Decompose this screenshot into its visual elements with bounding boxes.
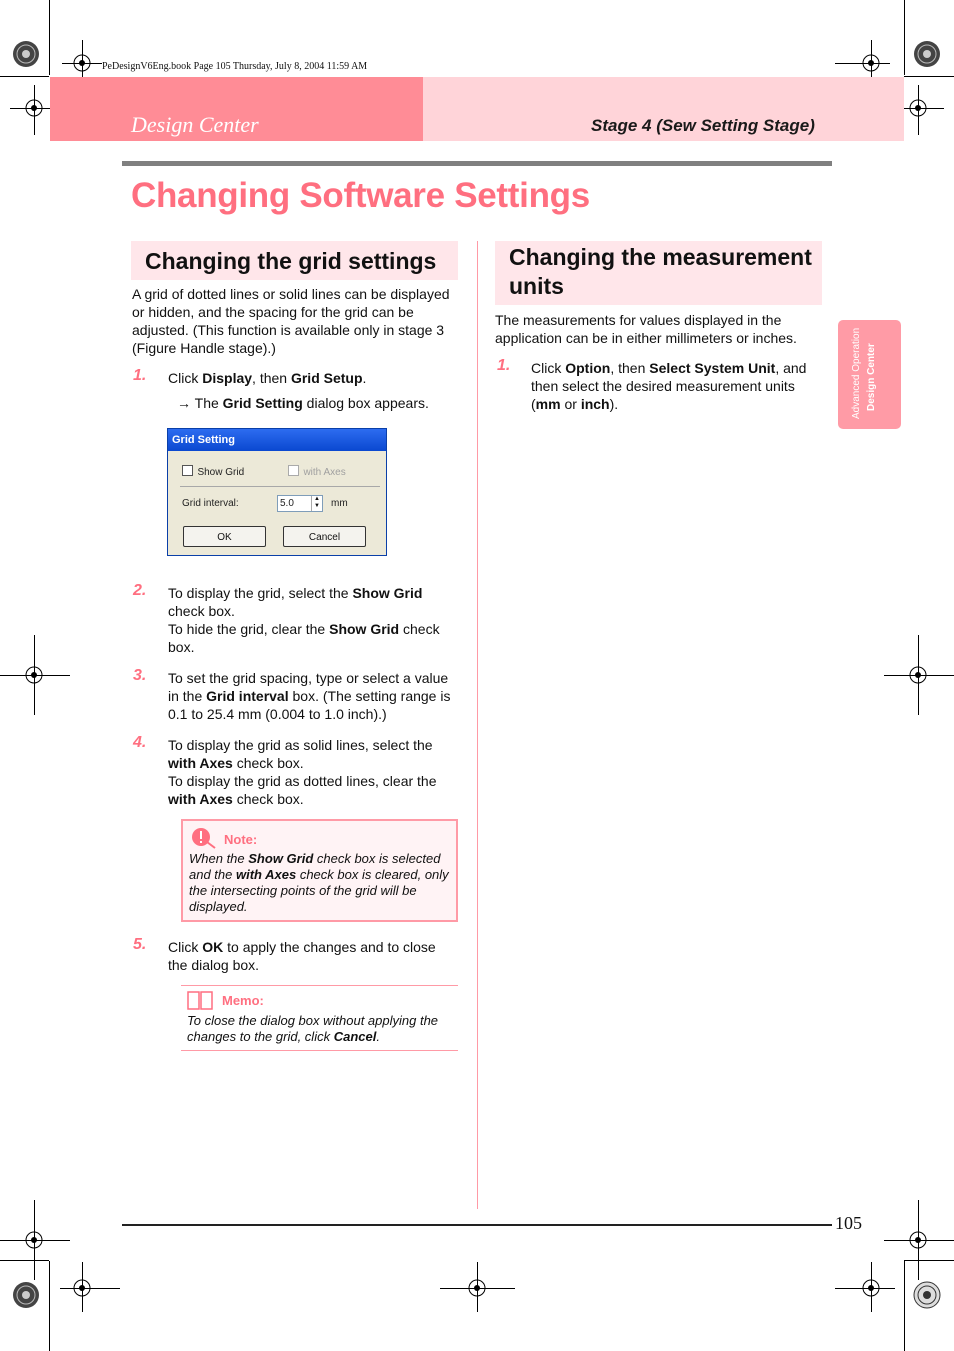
- grid-intro: A grid of dotted lines or solid lines can be displayed or hidden, and the spacing for the grid can be adjusted. (This function is available only in stage 3 (Figure Handle stage).): [132, 286, 450, 356]
- memo-label: Memo:: [222, 993, 264, 1008]
- memo-book-icon: [186, 989, 214, 1011]
- rosette-icon: [913, 40, 941, 68]
- checkbox-box[interactable]: [182, 465, 193, 476]
- note-text: When the Show Grid check box is selected and the with Axes check box is cleared, only the intersecting points of the grid will be displayed.: [189, 851, 449, 914]
- crosshair-icon: [906, 96, 930, 120]
- dialog-title: Grid Setting: [168, 429, 386, 451]
- page-title: Changing Software Settings: [131, 176, 590, 215]
- ok-button[interactable]: OK: [183, 526, 266, 547]
- step-number: 3.: [133, 667, 147, 684]
- crosshair-icon: [70, 51, 94, 75]
- memo-bottom-rule: [181, 1050, 458, 1051]
- step-number: 1.: [133, 367, 147, 384]
- crosshair-icon: [465, 1276, 489, 1300]
- units-intro: The measurements for values displayed in the application can be in either millimeters or inches.: [495, 312, 797, 346]
- note-box: [181, 819, 458, 922]
- crosshair-icon: [906, 1228, 930, 1252]
- file-header: PeDesignV6Eng.book Page 105 Thursday, July 8, 2004 11:59 AM: [102, 61, 368, 72]
- show-grid-checkbox[interactable]: [182, 462, 244, 480]
- crosshair-icon: [22, 1228, 46, 1252]
- side-tab-category: Advanced Operation: [851, 327, 862, 419]
- unit-label: mm: [331, 498, 348, 509]
- page-number: 105: [835, 1213, 862, 1233]
- header-chapter: Design Center: [131, 112, 259, 137]
- step-2-text: To display the grid, select the Show Grid check box. To hide the grid, clear the Show Grid check box.: [168, 585, 440, 655]
- section-heading-box: [131, 241, 458, 280]
- memo-top-rule: [181, 985, 458, 986]
- step-number: 1.: [497, 357, 511, 374]
- units-step-1-text: Click Option, then Select System Unit, and then select the desired measurement units (mm or inch).: [531, 360, 807, 412]
- grid-setting-dialog: [167, 428, 387, 556]
- memo-text: To close the dialog box without applying the changes to the grid, click Cancel.: [187, 1013, 439, 1044]
- section-title-grid: Changing the grid settings: [145, 248, 437, 274]
- step-5-text: Click OK to apply the changes and to close the dialog box.: [168, 939, 436, 973]
- step-number: 5.: [133, 936, 147, 953]
- side-tab-section: Design Center: [866, 343, 877, 411]
- crosshair-icon: [859, 1276, 883, 1300]
- show-grid-label: Show Grid: [197, 467, 245, 478]
- rosette-icon: [12, 1281, 40, 1309]
- step-3-text: To set the grid spacing, type or select a value in the Grid interval box. (The setting range is 0.1 to 25.4 mm (0.004 to 1.0 inch).): [168, 670, 451, 722]
- grid-interval-label: Grid interval:: [182, 498, 239, 509]
- rosette-icon: [913, 1281, 941, 1309]
- section-heading-box: [495, 241, 822, 305]
- crosshair-icon: [22, 96, 46, 120]
- spin-arrows-icon[interactable]: ▲ ▼: [311, 496, 322, 511]
- with-axes-label: with Axes: [303, 467, 346, 478]
- step-1-result: → The Grid Setting dialog box appears.: [177, 395, 429, 411]
- note-label: Note:: [224, 832, 258, 847]
- with-axes-checkbox[interactable]: [288, 462, 346, 480]
- title-rule: [122, 161, 832, 166]
- crosshair-icon: [22, 663, 46, 687]
- crosshair-icon: [859, 51, 883, 75]
- step-4-text: To display the grid as solid lines, select the with Axes check box. To display the grid as dotted lines, clear the with Axes check box.: [168, 737, 437, 807]
- crosshair-icon: [906, 663, 930, 687]
- grid-interval-value[interactable]: 5.0: [280, 498, 294, 509]
- step-number: 2.: [133, 582, 147, 599]
- column-divider: [477, 241, 478, 1209]
- crosshair-icon: [70, 1276, 94, 1300]
- cancel-button[interactable]: Cancel: [283, 526, 366, 547]
- rosette-icon: [12, 40, 40, 68]
- footer-rule: [122, 1224, 832, 1226]
- checkbox-box[interactable]: [288, 465, 299, 476]
- step-1-text: Click Display, then Grid Setup.: [168, 370, 367, 386]
- header-stage: Stage 4 (Sew Setting Stage): [591, 116, 815, 135]
- section-title-units: Changing the measurement units: [509, 244, 812, 299]
- grid-interval-spinbox[interactable]: [277, 495, 323, 512]
- step-number: 4.: [133, 734, 147, 751]
- dialog-separator: [180, 486, 380, 487]
- note-icon: [191, 827, 217, 849]
